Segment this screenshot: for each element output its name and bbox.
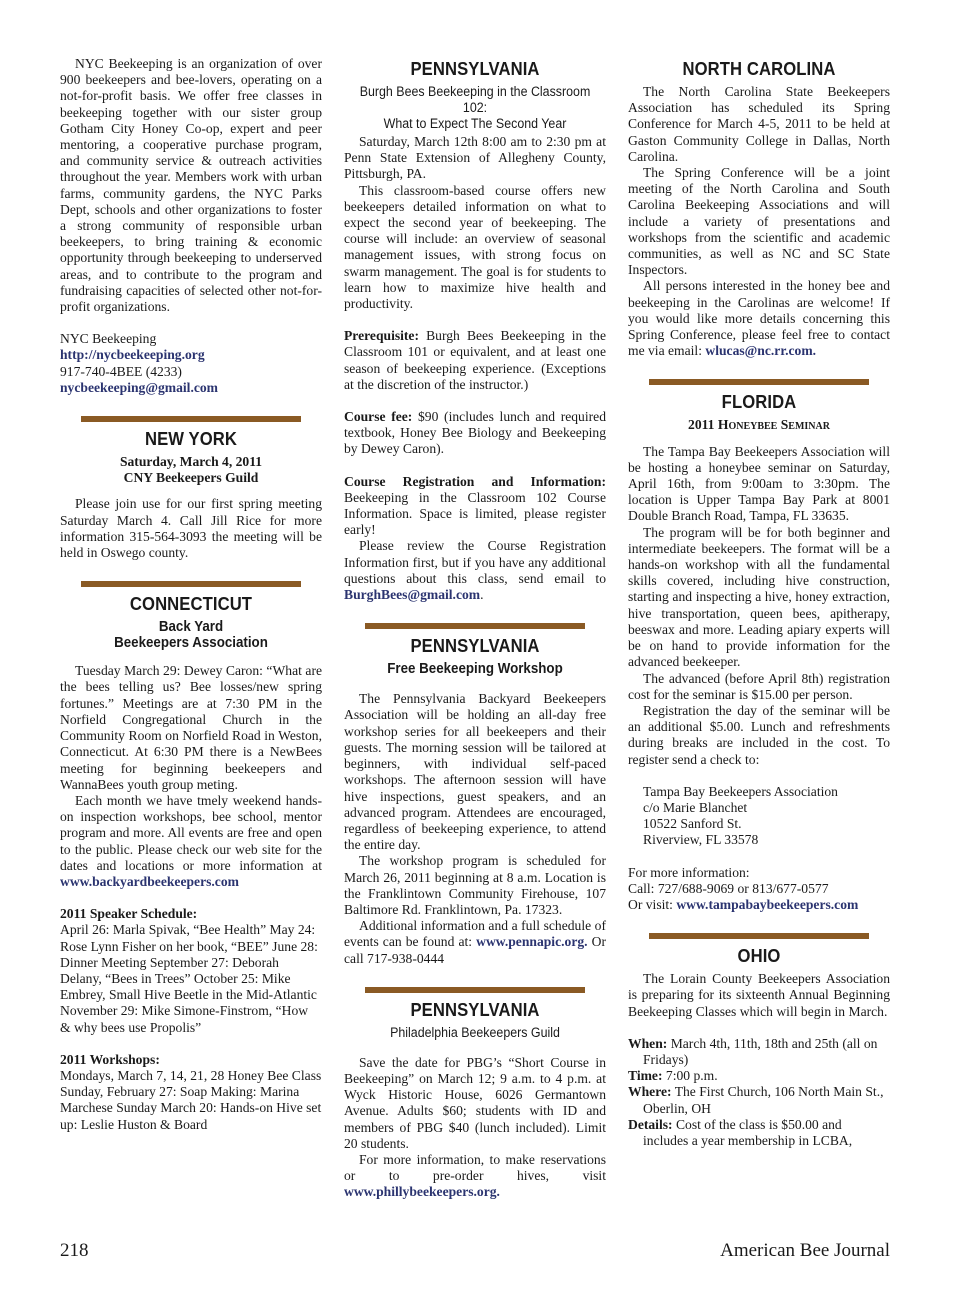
column-middle xyxy=(344,56,606,1201)
subheading-line: What to Expect The Second Year xyxy=(383,116,567,131)
section-connecticut xyxy=(60,581,322,1132)
where-label: Where: xyxy=(628,1084,672,1100)
time-label: Time: xyxy=(628,1068,663,1084)
burghbees-email-link[interactable]: BurghBees@gmail.com xyxy=(344,587,481,603)
address-line: 10522 Sanford St. xyxy=(643,816,742,832)
section-heading: NEW YORK xyxy=(145,428,237,450)
section-heading: PENNSYLVANIA xyxy=(410,998,540,1020)
subheading-line: Back Yard xyxy=(158,619,224,636)
speaker-schedule xyxy=(60,906,322,1036)
prerequisite-text: Burgh Bees Beekeeping in the Classroom 101 or equivalent, and at least one season of beekeeping experience. (Exceptions at the discretion of the instructor.) xyxy=(344,328,606,392)
speaker-schedule-heading: 2011 Speaker Schedule: xyxy=(60,906,198,922)
section-divider xyxy=(649,933,869,939)
section-subheading: 2011 Honeybee Seminar xyxy=(688,417,830,433)
prerequisite xyxy=(344,328,606,393)
body-text: Please review the Course Registration Information first, but if you have any additional questions about this class, send email to xyxy=(344,538,606,586)
course-registration xyxy=(344,474,606,539)
address-line: c/o Marie Blanchet xyxy=(643,799,748,815)
section-heading: NORTH CAROLINA xyxy=(682,58,836,79)
mailing-address xyxy=(628,784,890,849)
section-body: The Pennsylvania Backyard Beekeepers Association will be holding an all-day free workshop series for all beekeepers and their guests. The morning session will be tailored at beginners, with individual self-paced workshops. The afternoon session will have hive inspections, guest speakers, and an advanced program. Attendees are encouraged, regardless of beekeeping experience, to attend the entire day. xyxy=(344,691,606,853)
section-heading: PENNSYLVANIA xyxy=(410,58,540,79)
workshops-text: Mondays, March 7, 14, 21, 28 Honey Bee Class Sunday, February 27: Soap Making: Marina Marchese Sunday March 20: Hands-on Hive set up: Leslie Huston & Board xyxy=(60,1067,322,1132)
prerequisite-label: Prerequisite: xyxy=(344,328,419,344)
section-body: The Lorain County Beekeepers Association is preparing for its sixteenth Annual Beginning Beekeeping Classes which will begin in March. xyxy=(628,971,890,1019)
section-body: The North Carolina State Beekeepers Association has scheduled its Spring Conference for March 4-5, 2011 to be held at Gaston Community College in Dallas, North Carolina. xyxy=(628,84,890,164)
course-fee xyxy=(344,409,606,458)
nyc-website-link[interactable]: http://nycbeekeeping.org xyxy=(60,347,205,363)
section-subheading xyxy=(70,619,311,651)
workshops-heading: 2011 Workshops: xyxy=(60,1051,160,1067)
section-body: Save the date for PBG’s “Short Course in Beekeeping” on March 12; 9 a.m. to 4 p.m. at Wyck Historic House, 6026 Germantown Avenue. Adults $60; students with ID and members of PBG $40 (lunch included). Limit 20 students. xyxy=(344,1054,606,1151)
when-label: When: xyxy=(628,1035,668,1051)
body-text: Each month we have tmely weekend hands-on inspection workshops, bee school, mentor program and more. All events are free and open to the public. Please check our web site for the dates and locations or more information at xyxy=(60,792,322,873)
tampa-bay-link[interactable]: www.tampabaybeekeepers.com xyxy=(676,896,859,912)
backyard-beekeepers-link[interactable]: www.backyardbeekeepers.com xyxy=(60,873,239,889)
phone-numbers: Call: 727/688-9069 or 813/677-0577 xyxy=(628,880,829,896)
address-line: Riverview, FL 33578 xyxy=(643,832,759,848)
section-body xyxy=(344,1152,606,1201)
section-subheading: Philadelphia Beekeepers Guild xyxy=(390,1024,560,1040)
page-number: 218 xyxy=(60,1240,89,1261)
section-subheading xyxy=(354,84,595,132)
body-text: All persons interested in the honey bee and beekeeping in the Carolinas are welcome! If you would like more details concerning this Spring Conference, please feel free to contact me via email: xyxy=(628,278,890,359)
section-body xyxy=(60,793,322,890)
subheading-line: Beekeepers Association xyxy=(114,635,268,652)
philly-beekeepers-link[interactable]: www.phillybeekeepers.org. xyxy=(344,1184,500,1200)
where-line xyxy=(628,1084,890,1116)
speaker-schedule-text: April 26: Marla Spivak, “Bee Health” May 24: Rose Lynn Fisher on her book, “BEE” June 28: Dinner Meeting September 27: Deborah Delany, “Bees in Trees” October 25: Mike Embrey, Small Hive Beetle in the Mid-Atlantic November 29: Mike Simone-Finstrom, “How & why bees use Propolis” xyxy=(60,922,318,1035)
section-body: Please review the Course Registration Information first, but if you have any additional questions about this class, send email to BurghBees@gmail.com. xyxy=(344,538,606,603)
section-body: The program will be for both beginner and intermediate beekeepers. The format will be a hands-on workshop with all the fundamental skills covered, including hive construction, starting and inspecting a hive, honey extraction, hive transportation, queen bees, apitherapy, beeswax and more. Leading apiary experts will be on hand to provide information for the advanced beekeeper. xyxy=(628,524,890,670)
section-pennsylvania-burgh-bees xyxy=(344,58,606,603)
section-heading: FLORIDA xyxy=(721,391,797,413)
section-heading: OHIO xyxy=(737,945,781,967)
body-text: Additional information and a full schedule of events can be found at: xyxy=(344,918,606,950)
details-line xyxy=(628,1117,890,1149)
section-new-york xyxy=(60,416,322,561)
subheading-line: Burgh Bees Beekeeping in the Classroom 102: xyxy=(359,84,591,115)
address-line: Tampa Bay Beekeepers Association xyxy=(643,783,838,799)
section-body xyxy=(344,918,606,967)
section-subheading: Free Beekeeping Workshop xyxy=(387,661,563,678)
section-divider xyxy=(365,623,585,629)
column-left xyxy=(60,56,322,1133)
course-registration-text: Beekeeping in the Classroom 102 Course Information. Space is limited, please register early! xyxy=(344,489,606,538)
section-body xyxy=(628,278,890,359)
section-body: Please join use for our first spring meeting Saturday March 4. Call Jill Rice for more information 315-564-3093 the meeting will be held in Oswego county. xyxy=(60,496,322,561)
section-divider xyxy=(81,416,301,422)
body-text: For more information, to make reservations or to pre-order hives, visit xyxy=(344,1151,606,1184)
section-body: This classroom-based course offers new beekeepers detailed information on what to expect the second year of beekeeping. The course will include: an overview of seasonal management issues, with strong focus on swarm management. The goal is for students to learn how to maximize hive health and productivity. xyxy=(344,182,606,312)
section-body: The workshop program is scheduled for March 26, 2011 beginning at 8 a.m. Location is the Franklintown Community Firehouse, 107 Baltimore Rd. Franklintown, Pa. 17323. xyxy=(344,853,606,917)
section-body: Tuesday March 29: Dewey Caron: “What are the bees telling us? Bee losses/new spring fortunes.” Meetings are at 7:30 PM in the Norfield Congregational Church in the Community Room on Norfield Road in Weston, Connecticut. At 6:30 PM there is a NewBees meeting for beginning beekeepers and WannaBees youth group meting. xyxy=(60,663,322,792)
details-text: Cost of the class is $50.00 and includes a year membership in LCBA, xyxy=(643,1116,853,1148)
nyc-phone: 917-740-4BEE (4233) xyxy=(60,363,182,379)
where-text: The First Church, 106 North Main St., Oberlin, OH xyxy=(643,1084,884,1116)
section-body: Saturday, March 12th 8:00 am to 2:30 pm at Penn State Extension of Allegheny County, Pittsburgh, PA. xyxy=(344,134,606,182)
time-text: 7:00 p.m. xyxy=(665,1068,718,1084)
nyc-contact xyxy=(60,331,322,396)
section-pennsylvania-philadelphia xyxy=(344,987,606,1201)
section-ohio xyxy=(628,933,890,1149)
course-registration-label: Course Registration and Information: xyxy=(344,473,606,489)
when-text: March 4th, 11th, 18th and 25th (all on Fridays) xyxy=(643,1035,878,1067)
course-fee-label: Course fee: xyxy=(344,409,413,425)
section-heading: CONNECTICUT xyxy=(129,593,253,615)
journal-name: American Bee Journal xyxy=(720,1240,890,1261)
more-information xyxy=(628,865,890,914)
time-line xyxy=(628,1068,890,1084)
section-north-carolina xyxy=(628,58,890,359)
section-florida xyxy=(628,379,890,913)
visit-label: Or visit: xyxy=(628,896,673,912)
details-label: Details: xyxy=(628,1116,673,1132)
nyc-contact-name: NYC Beekeeping xyxy=(60,331,157,347)
column-right xyxy=(628,56,890,1149)
body-text: Or call 717-938-0444 xyxy=(344,934,606,966)
organization-name: CNY Beekeepers Guild xyxy=(123,470,259,486)
section-body: Registration the day of the seminar will be an additional $5.00. Lunch and refreshments during breaks are included in the cost. To register send a check to: xyxy=(628,702,890,767)
section-pennsylvania-free-workshop xyxy=(344,623,606,966)
section-divider xyxy=(81,581,301,587)
event-date: Saturday, March 4, 2011 xyxy=(119,454,263,470)
section-subheading xyxy=(60,454,322,486)
section-body: The Tampa Bay Beekeepers Association will be hosting a honeybee seminar on Saturday, April 16th, from 9:00am to 3:30pm. The location is Upper Tampa Bay Park at 8001 Double Branch Road, Tampa, FL 33635. xyxy=(628,443,890,524)
section-divider xyxy=(365,987,585,993)
nyc-intro: NYC Beekeeping is an organization of over 900 beekeepers and bee-lovers, operating on a not-for-profit basis. We offer free classes in beekeeping together with our sister group Gotham City Honey Co-op, expert and peer mentoring, a cooperative purchase program, and community service & outreach activities throughout the year. Members work with urban farms, community gardens, the NYC Parks Dept, schools and other organizations to foster a strong community of responsible urban beekeepers, to bring training & economic opportunity through beekeeping to underserved areas, and to contribute to the program and fundraising capacities of selected other not-for-profit organizations. xyxy=(60,56,322,315)
section-body: The Spring Conference will be a joint meeting of the North Carolina and South Carolina Beekeeping Associations and will include a variety of presentations and workshops from the scientific and academic communities, as well as NC and SC State Inspectors. xyxy=(628,165,890,278)
section-body: The advanced (before April 8th) registration cost for the seminar is $15.00 per person. xyxy=(628,670,890,702)
pennapic-link[interactable]: www.pennapic.org. xyxy=(476,934,588,950)
section-heading: PENNSYLVANIA xyxy=(410,635,540,657)
when-line xyxy=(628,1036,890,1068)
section-divider xyxy=(649,379,869,385)
nc-email-link[interactable]: wlucas@nc.rr.com. xyxy=(705,343,817,359)
course-fee-text: $90 (includes lunch and required textbook, Honey Bee Biology and Beekeeping by Dewey Caron). xyxy=(344,409,606,457)
workshops xyxy=(60,1052,322,1133)
more-info-label: For more information: xyxy=(628,864,750,880)
nyc-email-link[interactable]: nycbeekeeping@gmail.com xyxy=(60,379,219,395)
